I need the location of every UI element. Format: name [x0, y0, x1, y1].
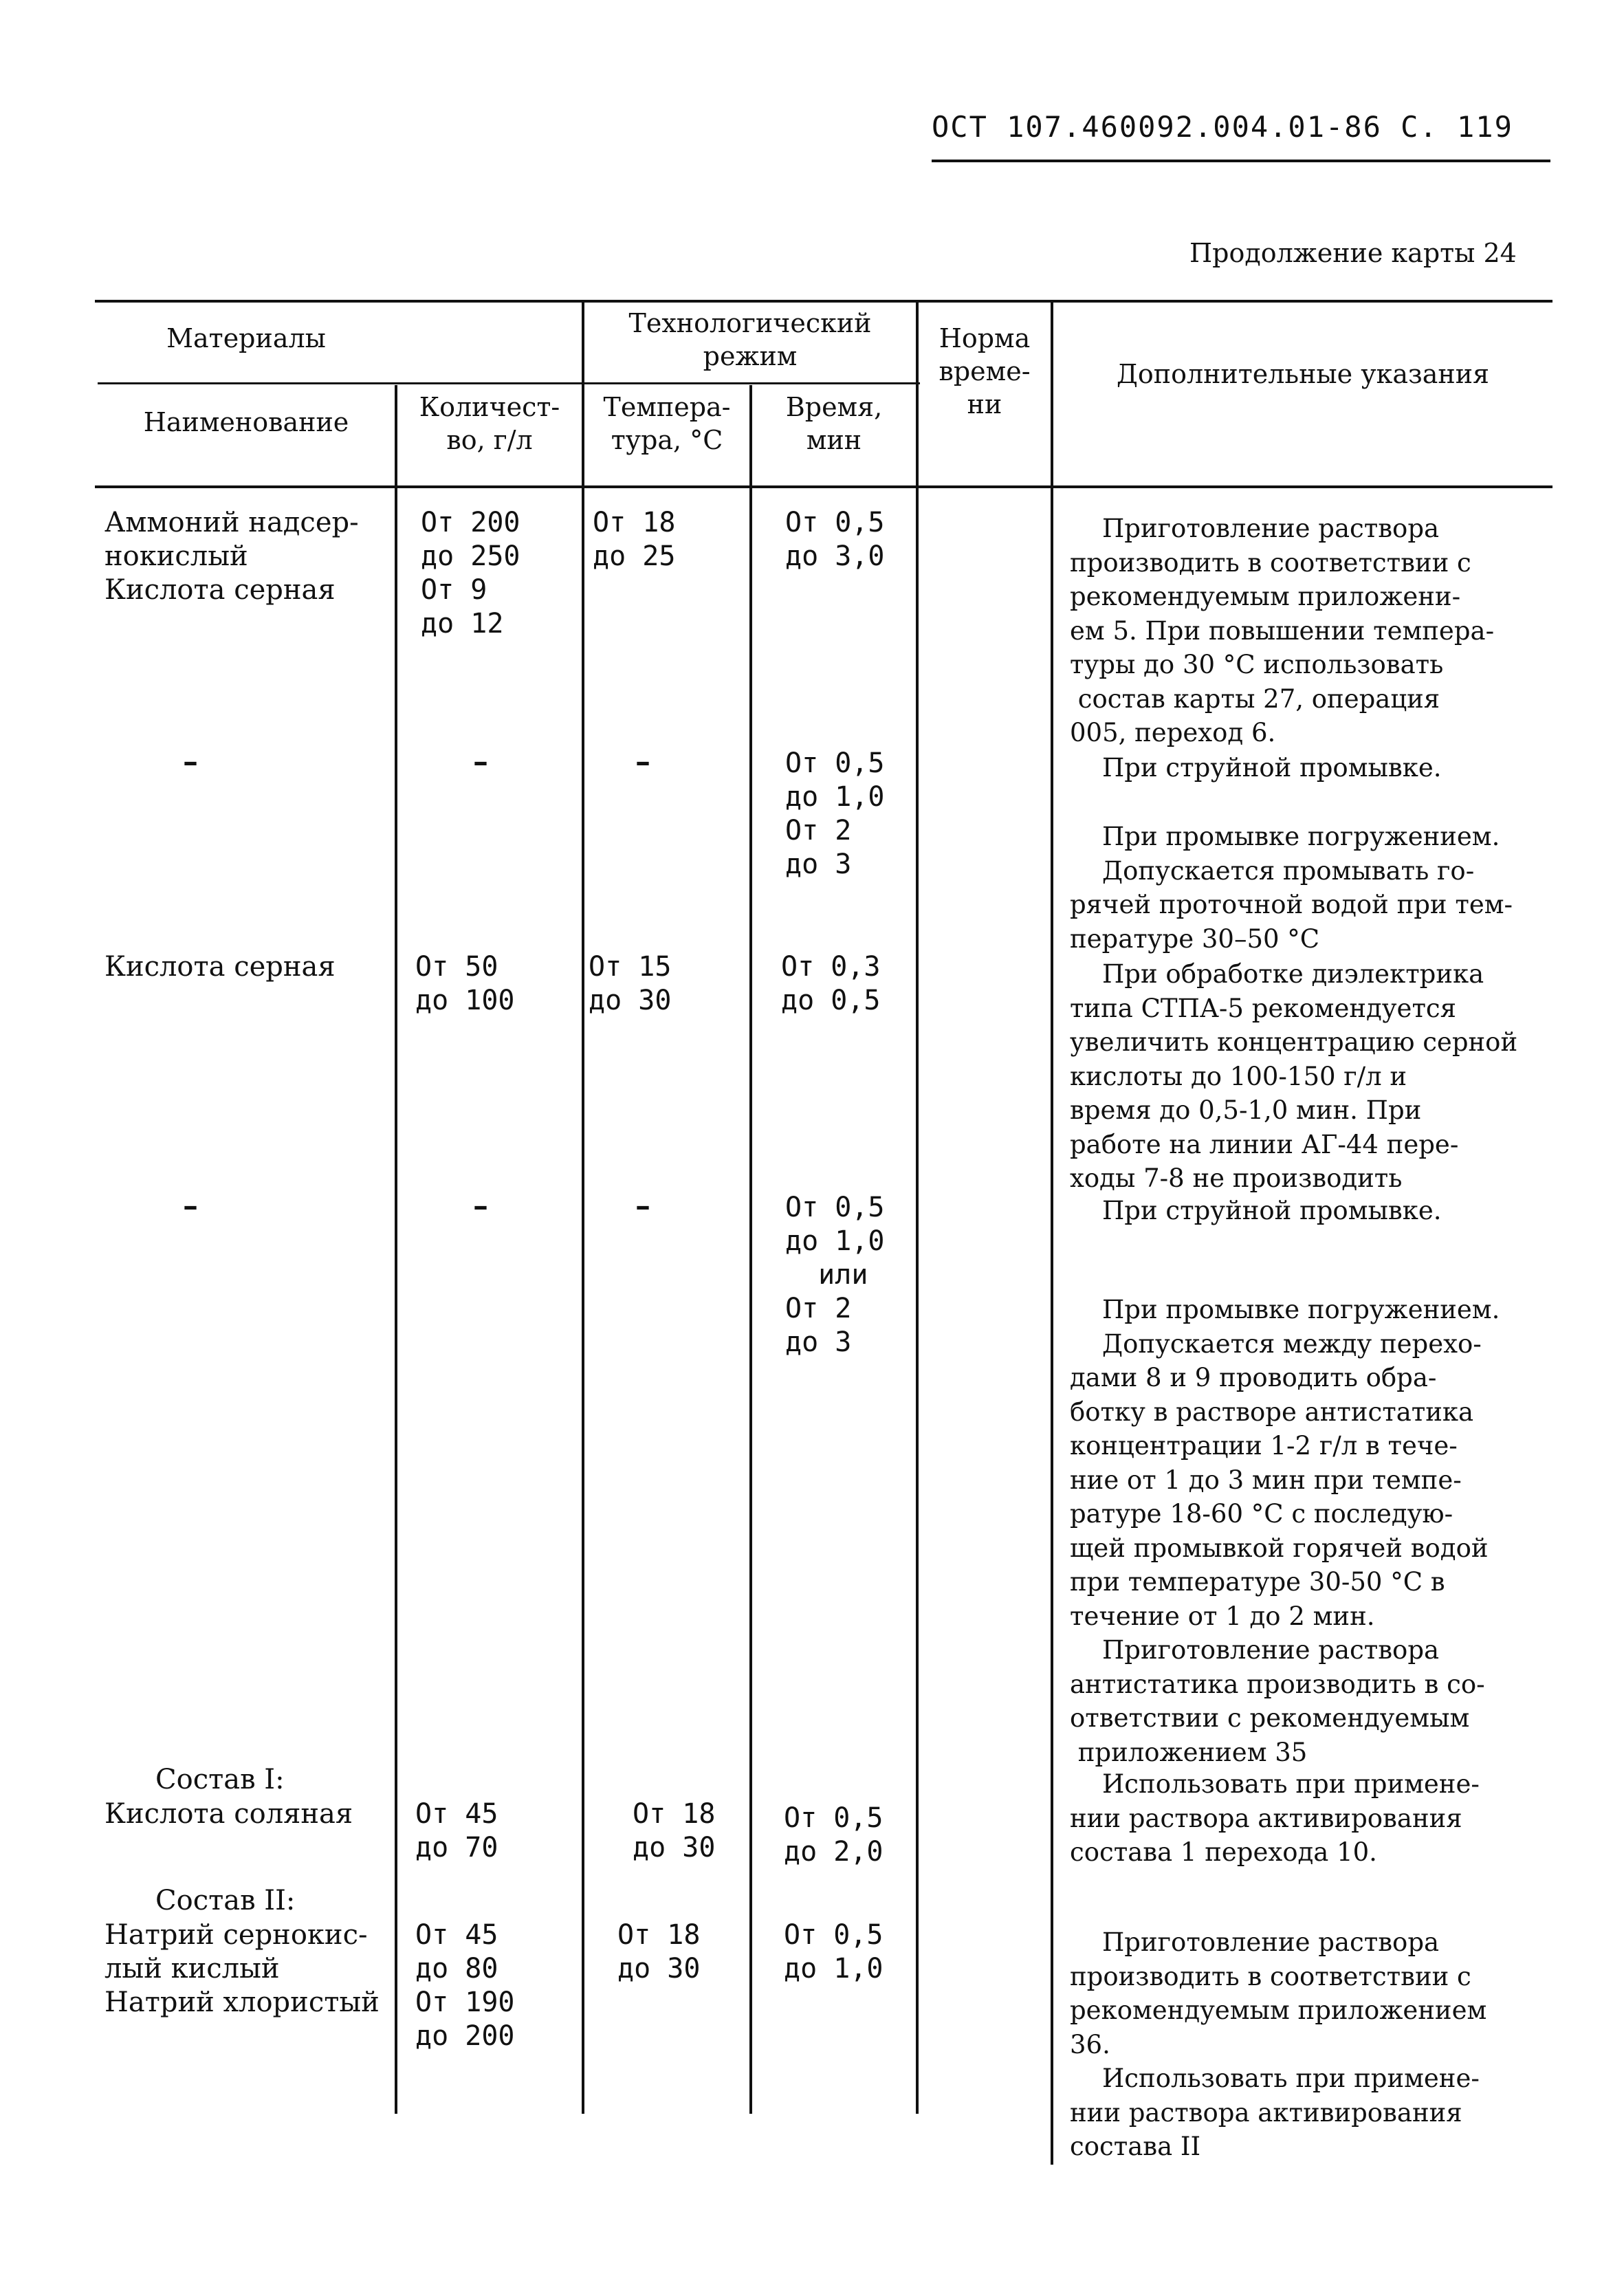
col-divider-name-qty [395, 385, 397, 2114]
header-notes: Дополнительные указания [1116, 359, 1490, 389]
header-time-line1: Время, [785, 392, 883, 422]
row3-name: Кислота серная [105, 951, 336, 983]
col-divider-qty-temp [582, 301, 584, 2114]
table-top-border [95, 300, 1552, 303]
header-temp-line1: Темпера- [603, 392, 731, 422]
header-qty-line1: Количест- [419, 392, 560, 422]
row6-temp: От 18 до 30 [617, 1919, 701, 1985]
row5-heading: Состав I: [155, 1764, 285, 1795]
row3-qty: От 50 до 100 [415, 951, 515, 1016]
header-underline [932, 160, 1550, 162]
row2-temp-dash: – [635, 744, 650, 779]
row6-name: Натрий сернокис- лый кислый Натрий хлористый [105, 1919, 380, 2018]
header-materials: Материалы [166, 323, 326, 353]
row5-name: Кислота соляная [105, 1798, 353, 1830]
row5-qty: От 45 до 70 [415, 1798, 498, 1863]
row1-qty: От 200 до 250 От 9 до 12 [421, 507, 520, 639]
row5-note: Использовать при примене- нии раствора активирования состава 1 перехода 10. [1070, 1769, 1480, 1867]
row4-note-jet: При струйной промывке. [1070, 1196, 1442, 1225]
row1-note: Приготовление раствора производить в соответствии с рекомендуемым приложени- ем 5. При повышении темпера- туры до 30 °C использовать состав карты 27, операция 005, переход 6. [1070, 514, 1495, 747]
row4-qty-dash: – [473, 1188, 488, 1223]
row4-name-dash: – [183, 1188, 198, 1223]
row3-note: При обработке диэлектрика типа СТПА-5 рекомендуется увеличить концентрацию серной кислоты до 100-150 г/л и время до 0,5-1,0 мин. При работе на линии АГ-44 пере- ходы 7-8 не производить [1070, 959, 1518, 1193]
continuation-label: Продолжение карты 24 [1189, 238, 1517, 268]
header-qty-line2: во, г/л [446, 425, 533, 455]
col-divider-temp-time [749, 385, 752, 2114]
header-norm-line1: Норма [939, 323, 1031, 353]
row6-time: От 0,5 до 1,0 [784, 1919, 884, 1985]
materials-subheader-line [98, 382, 920, 384]
row6-heading: Состав II: [155, 1885, 296, 1916]
row3-temp: От 15 до 30 [589, 951, 672, 1016]
row4-note-immersion: При промывке погружением. Допускается между перехо- дами 8 и 9 проводить обра- ботку в растворе антистатика концентрации 1-2 г/л в тече- ние от 1 до 3 мин при темпе- ратуре 18-60 °C с последую- щей промывкой горячей водой при температуре 30-50 °C в течение от 1 до 2 мин. Приготовление раствора антистатика производить в со- ответствии с рекомендуемым приложением 35 [1070, 1295, 1500, 1767]
row2-note-jet: При струйной промывке. [1070, 753, 1442, 783]
row5-time: От 0,5 до 2,0 [784, 1802, 884, 1868]
row2-name-dash: – [183, 744, 198, 779]
row4-temp-dash: – [635, 1188, 650, 1223]
col-divider-norm-notes [1051, 301, 1053, 2165]
header-name: Наименование [143, 407, 349, 437]
row6-qty: От 45 до 80 От 190 до 200 [415, 1919, 515, 2052]
row6-note: Приготовление раствора производить в соответствии с рекомендуемым приложением 36. Использовать при примене- нии раствора активирования состава II [1070, 1927, 1487, 2161]
header-mode-line1: Технологический [628, 308, 872, 338]
row2-note-immersion: При промывке погружением. Допускается промывать го- рячей проточной водой при тем- пературе 30–50 °C [1070, 822, 1513, 954]
row4-time: От 0,5 до 1,0 или От 2 до 3 [785, 1192, 885, 1358]
row2-time: От 0,5 до 1,0 От 2 до 3 [785, 747, 885, 880]
header-mode-line2: режим [703, 341, 798, 371]
header-norm-line3: ни [967, 389, 1002, 419]
row3-time: От 0,3 до 0,5 [781, 951, 881, 1016]
row1-name: Аммоний надсер- нокислый Кислота серная [105, 507, 359, 606]
col-divider-time-norm [916, 301, 919, 2114]
row1-temp: От 18 до 25 [593, 507, 676, 572]
header-norm-line2: време- [939, 356, 1031, 386]
header-temp-line2: тура, °C [611, 425, 723, 455]
row5-temp: От 18 до 30 [633, 1798, 716, 1863]
row2-qty-dash: – [473, 744, 488, 779]
document-code: ОСТ 107.460092.004.01-86 С. 119 [932, 110, 1513, 144]
table-header-bottom [95, 485, 1552, 488]
row1-time: От 0,5 до 3,0 [785, 507, 885, 572]
header-time-line2: мин [806, 425, 862, 455]
